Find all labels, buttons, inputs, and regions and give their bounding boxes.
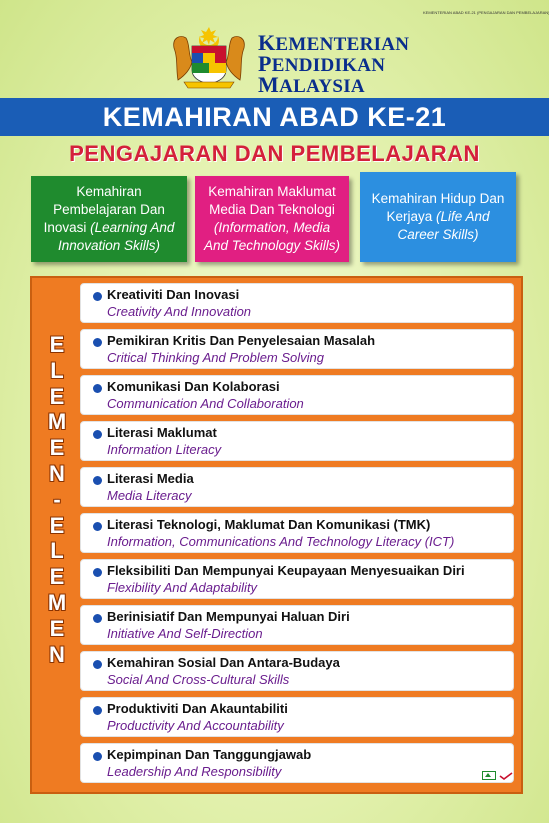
ministry-name-line-3: MALAYSIA <box>258 72 365 97</box>
ministry-name-line-1: KEMENTERIAN <box>258 30 410 55</box>
element-row-communication <box>80 375 514 415</box>
element-english-label: Flexibility And Adaptability <box>107 580 258 595</box>
element-row-leadership <box>80 743 514 783</box>
element-label: Pemikiran Kritis Dan Penyelesaian Masalah <box>107 333 376 348</box>
skill-box-learning <box>31 176 187 262</box>
element-label: Kemahiran Sosial Dan Antara-Budaya <box>107 655 340 670</box>
side-letter: M <box>47 409 67 435</box>
skill-box-label: Kemahiran Pembelajaran Dan Inovasi <box>43 184 165 235</box>
element-label: Komunikasi Dan Kolaborasi <box>107 379 280 394</box>
element-label: Literasi Teknologi, Maklumat Dan Komunikasi (TMK) <box>107 517 431 532</box>
element-label: Kreativiti Dan Inovasi <box>107 287 240 302</box>
bullet-dot-icon <box>93 568 102 577</box>
element-row-critical-thinking <box>80 329 514 369</box>
skill-box-life <box>360 172 516 262</box>
element-english-label: Creativity And Innovation <box>107 304 252 319</box>
element-english-label: Social And Cross-Cultural Skills <box>107 672 290 687</box>
element-row-media-literacy <box>80 467 514 507</box>
element-english-label: Communication And Collaboration <box>107 396 304 411</box>
page-title: KEMAHIRAN ABAD KE-21 <box>0 98 549 136</box>
element-label: Literasi Maklumat <box>107 425 217 440</box>
side-letter: - <box>53 486 61 512</box>
side-letter: L <box>50 357 64 383</box>
skill-box-label: Kemahiran Hidup Dan Kerjaya <box>371 191 505 224</box>
bullet-dot-icon <box>93 706 102 715</box>
element-row-ict-literacy <box>80 513 514 553</box>
bullet-dot-icon <box>93 752 102 761</box>
bullet-dot-icon <box>93 384 102 393</box>
bullet-dot-icon <box>93 522 102 531</box>
element-english-label: Productivity And Accountability <box>107 718 284 733</box>
bullet-dot-icon <box>93 338 102 347</box>
page-subtitle: PENGAJARAN DAN PEMBELAJARAN <box>69 141 480 166</box>
publisher-logo-icon <box>482 771 496 780</box>
side-letter: L <box>50 538 64 564</box>
element-english-label: Critical Thinking And Problem Solving <box>107 350 325 365</box>
side-letter: E <box>49 435 65 461</box>
bullet-dot-icon <box>93 614 102 623</box>
coat-of-arms-icon <box>170 26 248 92</box>
ministry-name-line-2: PENDIDIKAN <box>258 51 386 76</box>
skill-box-english: (Life And Career Skills) <box>397 209 490 242</box>
element-english-label: Initiative And Self-Direction <box>107 626 263 641</box>
element-row-flexibility <box>80 559 514 599</box>
element-row-productivity <box>80 697 514 737</box>
element-english-label: Information, Communications And Technology Literacy (ICT) <box>107 534 455 549</box>
element-label: Literasi Media <box>107 471 194 486</box>
element-english-label: Information Literacy <box>107 442 222 457</box>
side-letter: E <box>49 512 65 538</box>
element-label: Kepimpinan Dan Tanggungjawab <box>107 747 312 762</box>
bullet-dot-icon <box>93 476 102 485</box>
side-letter: M <box>47 589 67 615</box>
bullet-dot-icon <box>93 430 102 439</box>
element-english-label: Media Literacy <box>107 488 192 503</box>
bullet-dot-icon <box>93 292 102 301</box>
element-row-creativity <box>80 283 514 323</box>
tiny-note: KEMENTERIAN ABAD KE-21 (PENGAJARAN DAN PEMBELAJARAN) <box>423 10 549 15</box>
element-label: Produktiviti Dan Akauntabiliti <box>107 701 288 716</box>
element-row-information-literacy <box>80 421 514 461</box>
element-row-initiative <box>80 605 514 645</box>
bullet-dot-icon <box>93 660 102 669</box>
side-letter: E <box>49 564 65 590</box>
element-label: Fleksibiliti Dan Mempunyai Keupayaan Menyesuaikan Diri <box>107 563 465 578</box>
side-letter: E <box>49 615 65 641</box>
skill-box-english: (Learning And Innovation Skills) <box>57 220 175 253</box>
side-word-elemen-elemen <box>34 332 80 667</box>
skill-box-label: Kemahiran Maklumat Media Dan Teknologi <box>208 184 336 217</box>
element-english-label: Leadership And Responsibility <box>107 764 282 779</box>
side-letter: N <box>49 460 65 486</box>
side-letter: E <box>49 383 65 409</box>
element-label: Berinisiatif Dan Mempunyai Haluan Diri <box>107 609 350 624</box>
checkmark-logo-icon <box>499 772 513 780</box>
element-row-social-skills <box>80 651 514 691</box>
side-letter: N <box>49 641 65 667</box>
skill-box-media <box>195 176 349 262</box>
skill-box-english: (Information, Media And Technology Skills) <box>203 220 341 253</box>
side-letter: E <box>49 332 65 357</box>
